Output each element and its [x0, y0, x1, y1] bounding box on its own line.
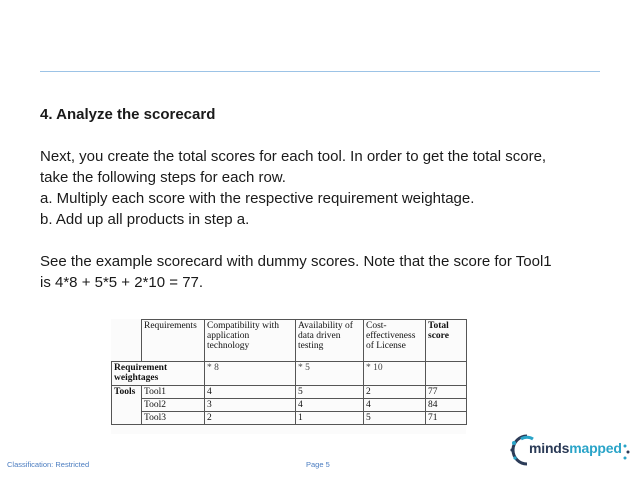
weightage-row — [112, 362, 467, 386]
scorecard-table — [111, 319, 467, 425]
table-row — [112, 386, 467, 399]
intro-line-2: take the following steps for each row. — [40, 169, 286, 186]
logo-wordmark — [529, 440, 622, 456]
score-cell: 2 — [205, 412, 296, 425]
tool-name: Tool3 — [142, 412, 205, 425]
weightage-value: * 10 — [364, 362, 426, 386]
total-cell: 84 — [426, 399, 467, 412]
header-total: Total score — [426, 320, 467, 362]
step-b: b. Add up all products in step a. — [40, 211, 250, 228]
classification-label: Classification: Restricted — [7, 460, 90, 469]
weightage-label: Requirement weightages — [112, 362, 205, 386]
total-cell: 77 — [426, 386, 467, 399]
logo-text-accent: mapped — [569, 440, 622, 456]
page-number: Page 5 — [306, 460, 330, 469]
logo-text-dark: minds — [529, 440, 570, 456]
header-divider — [40, 71, 600, 72]
weightage-value: * 8 — [205, 362, 296, 386]
weightage-value: * 5 — [296, 362, 364, 386]
tool-name: Tool1 — [142, 386, 205, 399]
score-cell: 1 — [296, 412, 364, 425]
example-line-1: See the example scorecard with dummy scores. Note that the score for Tool1 — [40, 253, 552, 270]
total-cell: 71 — [426, 412, 467, 425]
example-line-2: is 4*8 + 5*5 + 2*10 = 77. — [40, 274, 204, 291]
score-cell: 4 — [296, 399, 364, 412]
step-a: a. Multiply each score with the respective requirement weightage. — [40, 190, 475, 207]
scorecard-header-row — [112, 320, 467, 362]
score-cell: 4 — [364, 399, 426, 412]
table-row — [112, 399, 467, 412]
header-cost: Cost-effectiveness of License — [364, 320, 426, 362]
header-requirements: Requirements — [142, 320, 205, 362]
score-cell: 5 — [296, 386, 364, 399]
header-data-driven: Availability of data driven testing — [296, 320, 364, 362]
scorecard-table-image — [111, 319, 466, 434]
mindsmapped-logo — [509, 431, 631, 469]
slide-heading: 4. Analyze the scorecard — [40, 106, 216, 123]
tools-label: Tools — [112, 386, 142, 425]
tool-name: Tool2 — [142, 399, 205, 412]
score-cell: 4 — [205, 386, 296, 399]
score-cell: 5 — [364, 412, 426, 425]
intro-line-1: Next, you create the total scores for each tool. In order to get the total score, — [40, 148, 547, 165]
score-cell: 2 — [364, 386, 426, 399]
score-cell: 3 — [205, 399, 296, 412]
slide-content — [40, 104, 615, 293]
table-row — [112, 412, 467, 425]
header-compatibility: Compatibility with application technology — [205, 320, 296, 362]
